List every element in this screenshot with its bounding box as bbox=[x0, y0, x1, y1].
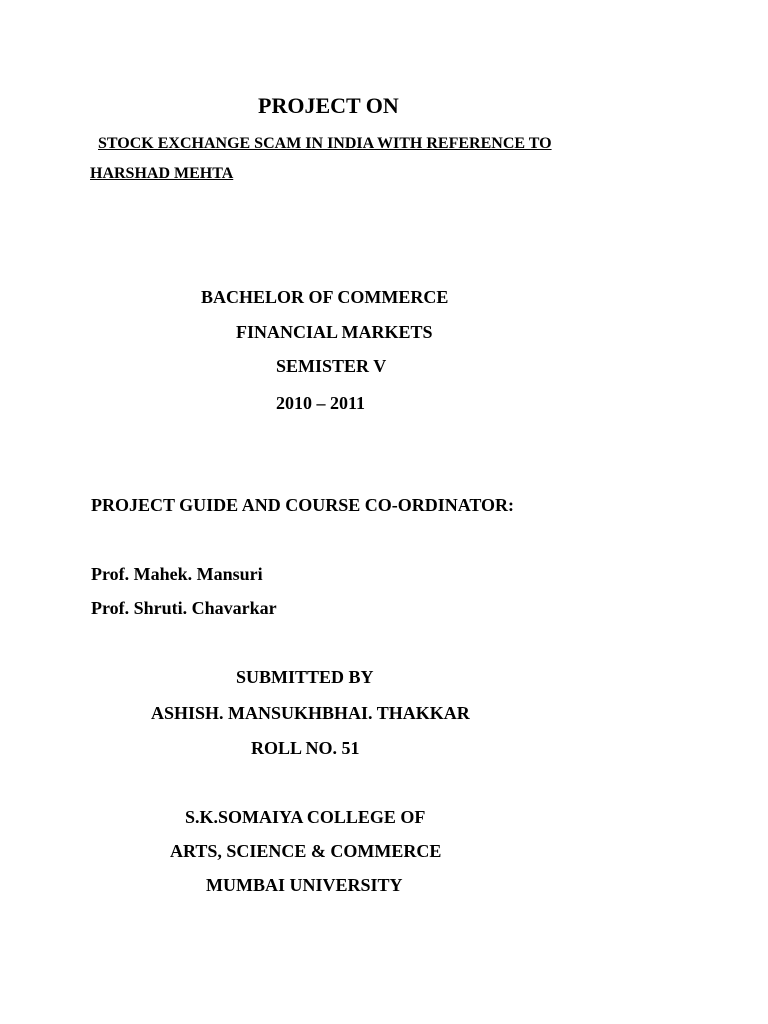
project-heading: PROJECT ON bbox=[258, 93, 399, 118]
guide-name: Prof. Shruti. Chavarkar bbox=[91, 598, 277, 618]
project-subject-line-2: HARSHAD MEHTA bbox=[90, 165, 234, 182]
degree: BACHELOR OF COMMERCE bbox=[201, 287, 449, 307]
academic-year: 2010 – 2011 bbox=[276, 393, 366, 413]
roll-number: ROLL NO. 51 bbox=[251, 738, 360, 758]
guide-name: Prof. Mahek. Mansuri bbox=[91, 564, 263, 584]
college-name-line-1: S.K.SOMAIYA COLLEGE OF bbox=[185, 807, 426, 827]
specialization: FINANCIAL MARKETS bbox=[236, 322, 433, 342]
project-subject-line-1: STOCK EXCHANGE SCAM IN INDIA WITH REFERENCE TO bbox=[98, 135, 552, 152]
semester: SEMISTER V bbox=[276, 356, 387, 376]
university-name: MUMBAI UNIVERSITY bbox=[206, 875, 403, 895]
student-name: ASHISH. MANSUKHBHAI. THAKKAR bbox=[151, 703, 470, 723]
college-name-line-2: ARTS, SCIENCE & COMMERCE bbox=[170, 841, 442, 861]
guide-heading: PROJECT GUIDE AND COURSE CO-ORDINATOR: bbox=[91, 495, 515, 515]
submitted-by-label: SUBMITTED BY bbox=[236, 667, 374, 687]
